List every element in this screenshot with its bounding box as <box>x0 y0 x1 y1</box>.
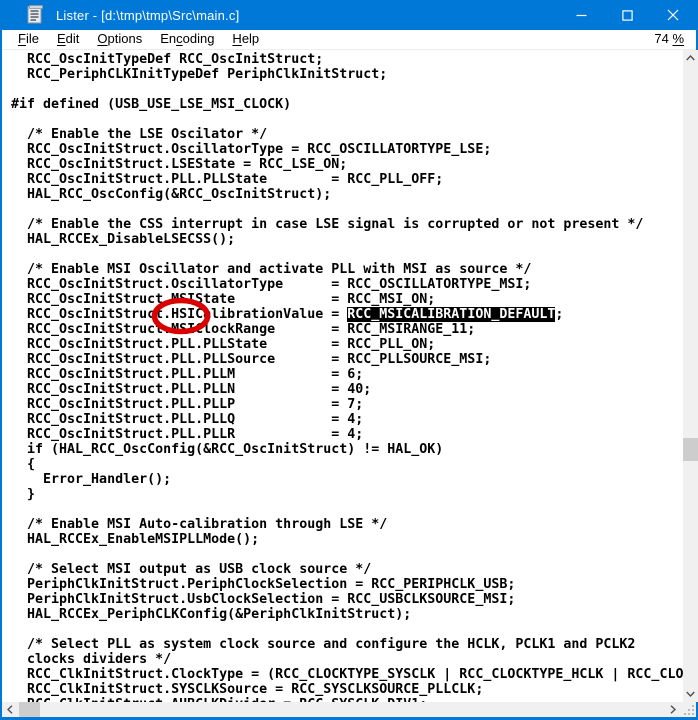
code-line <box>11 112 683 127</box>
chevron-down-icon <box>686 691 695 697</box>
selected-text: RCC_MSICALIBRATION_DEFAULT <box>347 307 556 322</box>
code-line: if (HAL_RCC_OscConfig(&RCC_OscInitStruct) != HAL_OK) <box>11 442 444 457</box>
vertical-scrollbar[interactable] <box>683 50 698 702</box>
window-title: Lister - [d:\tmp\tmp\Src\main.c] <box>56 7 240 23</box>
menu-item-file[interactable]: File <box>18 31 39 46</box>
code-line: RCC_OscInitStruct.LSEState = RCC_LSE_ON; <box>11 157 348 172</box>
close-button[interactable] <box>650 0 696 30</box>
code-line: RCC_OscInitStruct.PLL.PLLQ = 4; <box>11 412 364 427</box>
resize-grip-icon <box>682 703 695 716</box>
scroll-left-button[interactable] <box>2 702 18 717</box>
scroll-down-button[interactable] <box>683 686 698 702</box>
chevron-right-icon <box>670 705 676 714</box>
code-line: RCC_OscInitStruct.PLL.PLLR = 4; <box>11 427 364 442</box>
horizontal-scrollbar-thumb[interactable] <box>19 702 40 717</box>
scroll-right-button[interactable] <box>665 702 681 717</box>
menu-item-edit[interactable]: Edit <box>56 31 80 46</box>
horizontal-scrollbar[interactable] <box>2 702 681 717</box>
code-line <box>11 307 683 322</box>
code-line: RCC_OscInitStruct.MSIState = RCC_MSI_ON; <box>11 292 436 307</box>
resize-grip[interactable] <box>681 702 696 717</box>
code-text: RCC_OscInitStruct.HSICalibrationValue = <box>11 307 348 322</box>
vertical-scrollbar-thumb[interactable] <box>683 438 698 461</box>
code-line: RCC_OscInitStruct.MSIClockRange = RCC_MSIRANGE_11; <box>11 322 476 337</box>
maximize-icon <box>622 10 633 21</box>
code-line: RCC_OscInitStruct.PLL.PLLN = 40; <box>11 382 372 397</box>
code-line: #if defined (USB_USE_LSE_MSI_CLOCK) <box>11 97 292 112</box>
code-line: /* Enable the LSE Oscilator */ <box>11 127 268 142</box>
code-line: } <box>11 487 36 502</box>
window-controls <box>558 0 696 30</box>
chevron-up-icon <box>686 55 695 61</box>
close-icon <box>667 9 679 21</box>
menu-item-encoding[interactable]: Encoding <box>160 31 215 46</box>
code-line: /* Enable MSI Oscillator and activate PLL with MSI as source */ <box>11 262 532 277</box>
code-line <box>11 502 683 517</box>
minimize-button[interactable] <box>558 0 604 30</box>
titlebar[interactable] <box>2 0 696 30</box>
code-line: RCC_OscInitStruct.PLL.PLLM = 6; <box>11 367 364 382</box>
code-line: HAL_RCCEx_PeriphCLKConfig(&PeriphClkInitStruct); <box>11 607 412 622</box>
menubar <box>2 30 696 50</box>
code-line <box>11 82 683 97</box>
code-area[interactable] <box>2 50 683 702</box>
chevron-left-icon <box>7 705 13 714</box>
minimize-icon <box>576 10 587 21</box>
bottom-row <box>2 702 696 717</box>
code-line: /* Enable the CSS interrupt in case LSE signal is corrupted or not present */ <box>11 217 644 232</box>
code-line: /* Select MSI output as USB clock source */ <box>11 562 372 577</box>
code-line: { <box>11 457 36 472</box>
maximize-button[interactable] <box>604 0 650 30</box>
code-line: clocks dividers */ <box>11 652 172 667</box>
code-line: RCC_OscInitStruct.OscillatorType = RCC_OSCILLATORTYPE_LSE; <box>11 142 492 157</box>
code-line: HAL_RCCEx_EnableMSIPLLMode(); <box>11 532 260 547</box>
code-line: RCC_OscInitTypeDef RCC_OscInitStruct; <box>11 52 324 67</box>
main-area <box>2 50 696 702</box>
code-line: HAL_RCC_OscConfig(&RCC_OscInitStruct); <box>11 187 332 202</box>
code-line: PeriphClkInitStruct.UsbClockSelection = RCC_USBCLKSOURCE_MSI; <box>11 592 516 607</box>
code-line: RCC_OscInitStruct.OscillatorType = RCC_OSCILLATORTYPE_MSI; <box>11 277 532 292</box>
code-line: Error_Handler(); <box>11 472 172 487</box>
code-line <box>11 202 683 217</box>
code-line: HAL_RCCEx_DisableLSECSS(); <box>11 232 236 247</box>
code-line: RCC_OscInitStruct.PLL.PLLP = 7; <box>11 397 364 412</box>
code-line: RCC_ClkInitStruct.SYSCLKSource = RCC_SYSCLKSOURCE_PLLCLK; <box>11 682 484 697</box>
position-indicator[interactable]: 74 % <box>654 31 684 46</box>
code-line: RCC_PeriphCLKInitTypeDef PeriphClkInitStruct; <box>11 67 388 82</box>
code-line <box>11 547 683 562</box>
code-line: RCC_OscInitStruct.PLL.PLLState = RCC_PLL_OFF; <box>11 172 444 187</box>
lister-document-icon <box>25 5 45 25</box>
menu-item-help[interactable]: Help <box>232 31 260 46</box>
code-text: ; <box>555 307 564 322</box>
code-line: RCC_OscInitStruct.PLL.PLLState = RCC_PLL_ON; <box>11 337 436 352</box>
menu-item-options[interactable]: Options <box>97 31 143 46</box>
code-line: RCC_ClkInitStruct.ClockType = (RCC_CLOCKTYPE_SYSCLK | RCC_CLOCKTYPE_HCLK | RCC_CLO <box>11 667 684 682</box>
code-line: /* Enable MSI Auto-calibration through LSE */ <box>11 517 388 532</box>
code-line: RCC_OscInitStruct.PLL.PLLSource = RCC_PLLSOURCE_MSI; <box>11 352 492 367</box>
code-line <box>11 622 683 637</box>
scroll-up-button[interactable] <box>683 50 698 66</box>
code-line <box>11 247 683 262</box>
code-line: /* Select PLL as system clock source and configure the HCLK, PCLK1 and PCLK2 <box>11 637 636 652</box>
code-line: PeriphClkInitStruct.PeriphClockSelection = RCC_PERIPHCLK_USB; <box>11 577 516 592</box>
